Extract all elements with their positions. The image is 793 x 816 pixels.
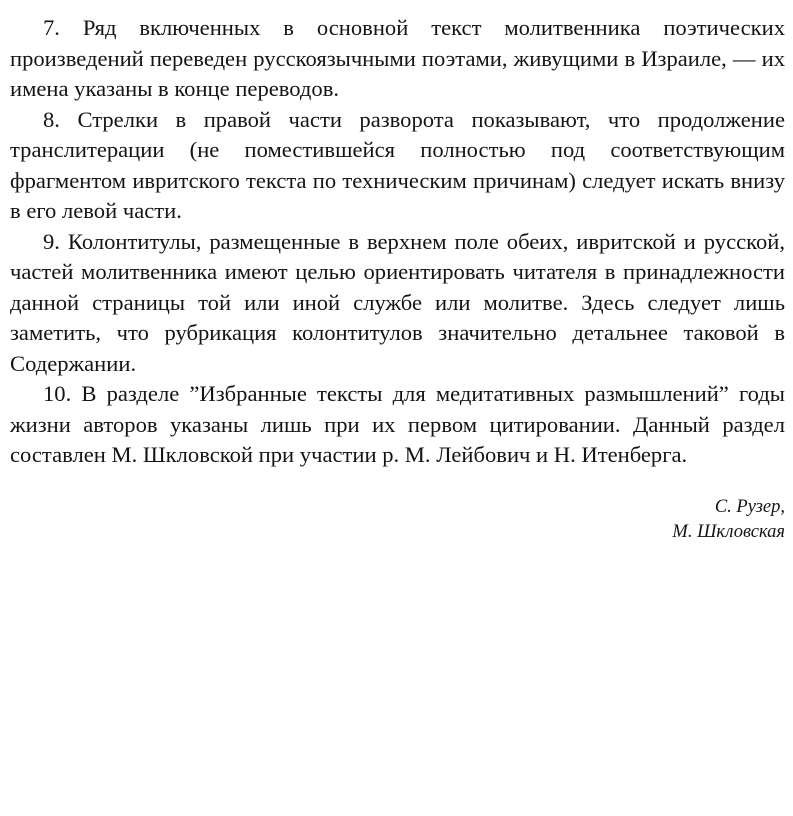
- paragraph-10: 10. В разделе ”Избранные тексты для медитативных размышлений” годы жизни авторов указаны лишь при их первом цитировании. Данный раздел составлен М. Шкловской при участии р. М. Лейбович и Н. Итенберга.: [10, 381, 785, 467]
- paragraph-9: 9. Колонтитулы, размещенные в верхнем поле обеих, ивритской и русской, частей молитвенника имеют целью ориентировать читателя в принадлежности данной страницы той или иной службе или молитве. Здесь следует лишь заметить, что рубрикация колонтитулов значительно детальнее таковой в Содержании.: [10, 228, 785, 376]
- signature-author-ruzer: С. Рузер,: [714, 496, 785, 517]
- document-page: [10, 13, 785, 545]
- paragraph-8: 8. Стрелки в правой части разворота показывают, что продолжение транслитерации (не поместившейся полностью под соответствующим фрагментом ивритского текста по техническим причинам) следует искать внизу в его левой части.: [10, 106, 785, 223]
- signature-block: [10, 495, 785, 545]
- signature-author-shklovskaya: М. Шкловская: [672, 521, 785, 542]
- paragraph-7: 7. Ряд включенных в основной текст молитвенника поэтических произведений переведен русскоязычными поэтами, живущими в Израиле, — их имена указаны в конце переводов.: [10, 15, 785, 101]
